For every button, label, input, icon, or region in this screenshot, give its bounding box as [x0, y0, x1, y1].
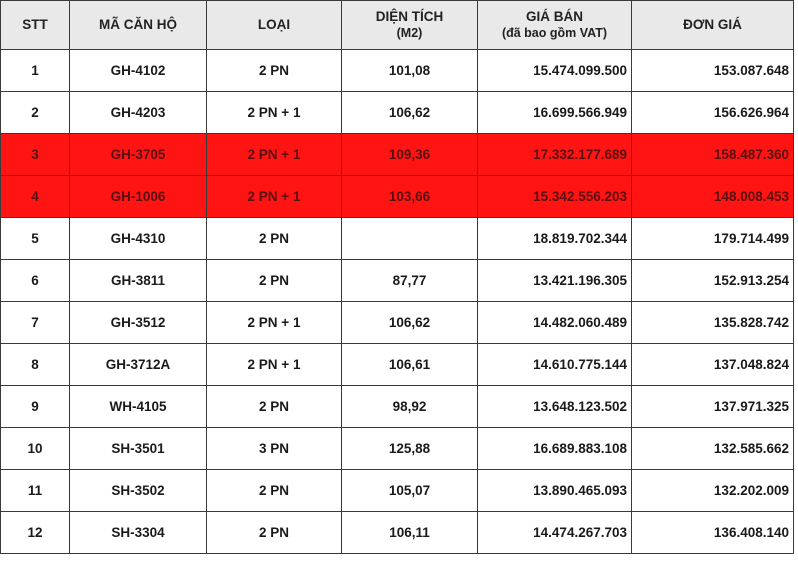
cell-gia-ban: 16.699.566.949 [478, 92, 632, 134]
cell-ma-can-ho: GH-1006 [70, 176, 207, 218]
header-stt-label: STT [22, 17, 48, 32]
table-row [1, 260, 794, 302]
cell-stt: 11 [1, 470, 70, 512]
cell-ma-can-ho: GH-3811 [70, 260, 207, 302]
cell-don-gia: 136.408.140 [632, 512, 794, 554]
cell-gia-ban: 13.421.196.305 [478, 260, 632, 302]
cell-gia-ban: 18.819.702.344 [478, 218, 632, 260]
cell-stt: 5 [1, 218, 70, 260]
table-row [1, 428, 794, 470]
cell-don-gia: 158.487.360 [632, 134, 794, 176]
cell-dien-tich: 105,07 [342, 470, 478, 512]
table-header [1, 1, 794, 50]
cell-loai: 2 PN [207, 50, 342, 92]
header-loai-label: LOẠI [257, 17, 291, 32]
cell-gia-ban: 14.474.267.703 [478, 512, 632, 554]
table-row [1, 386, 794, 428]
header-gia-ban [478, 1, 632, 50]
cell-stt: 3 [1, 134, 70, 176]
cell-gia-ban: 13.648.123.502 [478, 386, 632, 428]
cell-don-gia: 148.008.453 [632, 176, 794, 218]
cell-don-gia: 132.202.009 [632, 470, 794, 512]
cell-gia-ban: 14.482.060.489 [478, 302, 632, 344]
cell-dien-tich: 106,61 [342, 344, 478, 386]
cell-gia-ban: 15.342.556.203 [478, 176, 632, 218]
header-ma-can-ho-label: MÃ CĂN HỘ [99, 17, 177, 32]
cell-loai: 2 PN [207, 512, 342, 554]
cell-ma-can-ho: GH-4310 [70, 218, 207, 260]
table-row [1, 218, 794, 260]
cell-don-gia: 137.048.824 [632, 344, 794, 386]
cell-loai: 3 PN [207, 428, 342, 470]
cell-dien-tich: 103,66 [342, 176, 478, 218]
cell-loai: 2 PN [207, 218, 342, 260]
table-row-highlighted [1, 176, 794, 218]
cell-gia-ban: 16.689.883.108 [478, 428, 632, 470]
header-dien-tich-unit: (M2) [396, 26, 423, 40]
table-row [1, 50, 794, 92]
cell-don-gia: 153.087.648 [632, 50, 794, 92]
cell-stt: 4 [1, 176, 70, 218]
cell-stt: 12 [1, 512, 70, 554]
header-stt [1, 1, 70, 50]
cell-stt: 6 [1, 260, 70, 302]
header-gia-ban-label: GIÁ BÁN [526, 9, 583, 24]
cell-dien-tich [342, 218, 478, 260]
cell-dien-tich: 106,11 [342, 512, 478, 554]
table-row [1, 512, 794, 554]
cell-dien-tich: 109,36 [342, 134, 478, 176]
cell-stt: 2 [1, 92, 70, 134]
cell-loai: 2 PN + 1 [207, 92, 342, 134]
cell-loai: 2 PN [207, 470, 342, 512]
cell-don-gia: 132.585.662 [632, 428, 794, 470]
cell-ma-can-ho: SH-3502 [70, 470, 207, 512]
cell-loai: 2 PN + 1 [207, 302, 342, 344]
cell-don-gia: 135.828.742 [632, 302, 794, 344]
table-row [1, 344, 794, 386]
cell-ma-can-ho: WH-4105 [70, 386, 207, 428]
cell-stt: 10 [1, 428, 70, 470]
cell-dien-tich: 125,88 [342, 428, 478, 470]
cell-stt: 7 [1, 302, 70, 344]
cell-gia-ban: 14.610.775.144 [478, 344, 632, 386]
cell-dien-tich: 98,92 [342, 386, 478, 428]
cell-loai: 2 PN + 1 [207, 344, 342, 386]
cell-dien-tich: 106,62 [342, 92, 478, 134]
cell-don-gia: 179.714.499 [632, 218, 794, 260]
cell-ma-can-ho: SH-3501 [70, 428, 207, 470]
cell-don-gia: 137.971.325 [632, 386, 794, 428]
header-don-gia-label: ĐƠN GIÁ [683, 17, 742, 32]
cell-dien-tich: 87,77 [342, 260, 478, 302]
cell-ma-can-ho: SH-3304 [70, 512, 207, 554]
table-body [1, 50, 794, 554]
cell-ma-can-ho: GH-4102 [70, 50, 207, 92]
cell-loai: 2 PN [207, 386, 342, 428]
cell-stt: 1 [1, 50, 70, 92]
cell-ma-can-ho: GH-4203 [70, 92, 207, 134]
header-dien-tich [342, 1, 478, 50]
cell-loai: 2 PN [207, 260, 342, 302]
cell-loai: 2 PN + 1 [207, 176, 342, 218]
table-row [1, 470, 794, 512]
header-dien-tich-label: DIỆN TÍCH [375, 9, 444, 24]
cell-ma-can-ho: GH-3705 [70, 134, 207, 176]
cell-dien-tich: 101,08 [342, 50, 478, 92]
cell-stt: 9 [1, 386, 70, 428]
header-ma-can-ho [70, 1, 207, 50]
table-row-highlighted [1, 134, 794, 176]
cell-loai: 2 PN + 1 [207, 134, 342, 176]
table-row [1, 302, 794, 344]
header-gia-ban-note: (đã bao gồm VAT) [501, 26, 608, 40]
cell-gia-ban: 13.890.465.093 [478, 470, 632, 512]
header-loai [207, 1, 342, 50]
header-row [1, 1, 794, 50]
cell-dien-tich: 106,62 [342, 302, 478, 344]
table-row [1, 92, 794, 134]
cell-don-gia: 156.626.964 [632, 92, 794, 134]
cell-gia-ban: 15.474.099.500 [478, 50, 632, 92]
header-don-gia [632, 1, 794, 50]
cell-ma-can-ho: GH-3712A [70, 344, 207, 386]
cell-gia-ban: 17.332.177.689 [478, 134, 632, 176]
cell-ma-can-ho: GH-3512 [70, 302, 207, 344]
cell-stt: 8 [1, 344, 70, 386]
cell-don-gia: 152.913.254 [632, 260, 794, 302]
